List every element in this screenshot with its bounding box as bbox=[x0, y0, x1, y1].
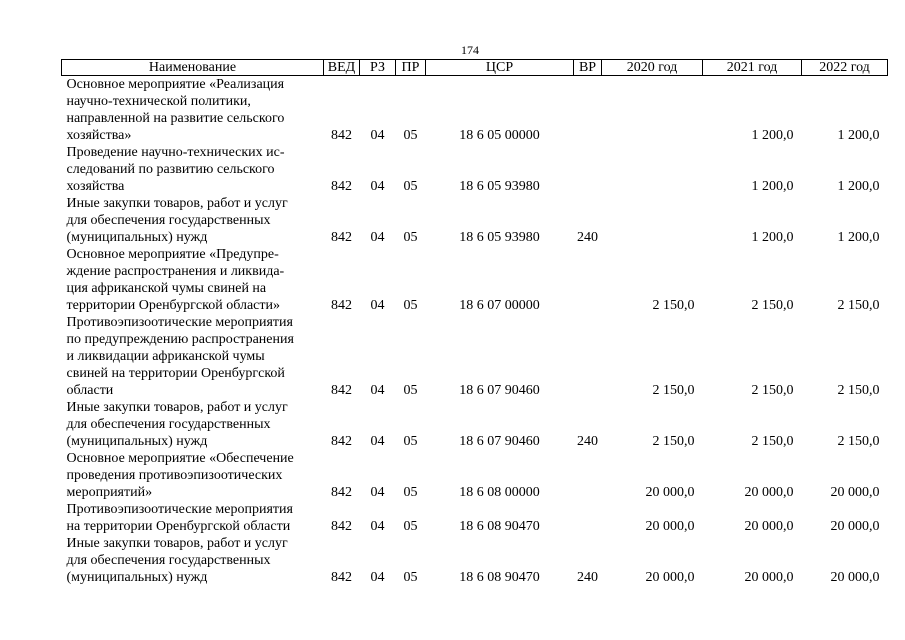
name-line: Противоэпизоотические мероприятия bbox=[66, 502, 293, 517]
cell-ved: 842 bbox=[331, 179, 352, 194]
name-line: Иные закупки товаров, работ и услуг bbox=[66, 400, 288, 415]
cell-csr: 18 6 08 90470 bbox=[459, 519, 540, 534]
name-line: Проведение научно-технических ис- bbox=[66, 145, 285, 160]
table-row bbox=[62, 246, 888, 314]
name-line: хозяйства» bbox=[66, 128, 132, 143]
cell-csr: 18 6 07 00000 bbox=[459, 298, 540, 313]
name-line: хозяйства bbox=[66, 179, 125, 194]
name-line: Основное мероприятие «Обеспечение bbox=[66, 451, 294, 466]
cell-2020: 2 150,0 bbox=[652, 298, 695, 313]
column-header-rz: РЗ bbox=[360, 60, 396, 76]
column-header-csr: ЦСР bbox=[426, 60, 574, 76]
name-line: Иные закупки товаров, работ и услуг bbox=[66, 196, 288, 211]
cell-ved: 842 bbox=[331, 434, 352, 449]
cell-csr: 18 6 05 93980 bbox=[459, 179, 540, 194]
cell-2021: 20 000,0 bbox=[744, 485, 794, 500]
cell-csr: 18 6 08 90470 bbox=[459, 570, 540, 585]
cell-2021: 1 200,0 bbox=[751, 230, 794, 245]
cell-rz: 04 bbox=[370, 128, 385, 143]
cell-pr: 05 bbox=[403, 434, 418, 449]
column-header-pr: ПР bbox=[396, 60, 426, 76]
name-line: и ликвидации африканской чумы bbox=[66, 349, 265, 364]
name-line: для обеспечения государственных bbox=[66, 553, 271, 568]
table-row bbox=[62, 501, 888, 535]
cell-2021: 1 200,0 bbox=[751, 179, 794, 194]
cell-ved: 842 bbox=[331, 128, 352, 143]
name-line: научно-технической политики, bbox=[66, 94, 251, 109]
cell-pr: 05 bbox=[403, 128, 418, 143]
cell-csr: 18 6 07 90460 bbox=[459, 383, 540, 398]
cell-rz: 04 bbox=[370, 383, 385, 398]
table-row bbox=[62, 450, 888, 501]
column-header-ved: ВЕД bbox=[324, 60, 360, 76]
cell-csr: 18 6 05 00000 bbox=[459, 128, 540, 143]
cell-ved: 842 bbox=[331, 230, 352, 245]
name-line: Основное мероприятие «Предупре- bbox=[66, 247, 279, 262]
name-line: ждение распространения и ликвида- bbox=[66, 264, 285, 279]
cell-rz: 04 bbox=[370, 298, 385, 313]
cell-2020: 2 150,0 bbox=[652, 383, 695, 398]
cell-name bbox=[62, 76, 324, 145]
cell-name bbox=[62, 144, 324, 195]
name-line: Основное мероприятие «Реализация bbox=[66, 77, 285, 92]
cell-2022: 2 150,0 bbox=[837, 434, 880, 449]
name-line: свиней на территории Оренбургской bbox=[66, 366, 285, 381]
table-body bbox=[62, 76, 888, 587]
cell-pr: 05 bbox=[403, 383, 418, 398]
cell-vr bbox=[574, 246, 602, 314]
cell-ved: 842 bbox=[331, 485, 352, 500]
table-row bbox=[62, 399, 888, 450]
cell-2020 bbox=[602, 144, 703, 195]
cell-2022: 20 000,0 bbox=[830, 519, 880, 534]
cell-2020: 20 000,0 bbox=[645, 570, 695, 585]
cell-rz: 04 bbox=[370, 519, 385, 534]
cell-name bbox=[62, 314, 324, 399]
cell-pr: 05 bbox=[403, 230, 418, 245]
cell-vr bbox=[574, 314, 602, 399]
page-number: 174 bbox=[461, 43, 479, 57]
cell-name bbox=[62, 246, 324, 314]
cell-pr: 05 bbox=[403, 298, 418, 313]
table-header-row bbox=[62, 60, 888, 76]
cell-2022: 1 200,0 bbox=[837, 230, 880, 245]
cell-2021: 1 200,0 bbox=[751, 128, 794, 143]
cell-2022: 2 150,0 bbox=[837, 298, 880, 313]
cell-2022: 2 150,0 bbox=[837, 383, 880, 398]
column-header-2021: 2021 год bbox=[703, 60, 802, 76]
cell-2021: 2 150,0 bbox=[751, 383, 794, 398]
cell-vr: 240 bbox=[577, 230, 598, 245]
name-line: мероприятий» bbox=[66, 485, 153, 500]
cell-name bbox=[62, 535, 324, 586]
cell-name bbox=[62, 399, 324, 450]
cell-2020 bbox=[602, 195, 703, 246]
name-line: на территории Оренбургской области bbox=[66, 519, 291, 534]
name-line: следований по развитию сельского bbox=[66, 162, 275, 177]
column-header-name: Наименование bbox=[62, 60, 324, 76]
table-row bbox=[62, 76, 888, 145]
cell-pr: 05 bbox=[403, 519, 418, 534]
cell-vr bbox=[574, 450, 602, 501]
cell-2022: 1 200,0 bbox=[837, 179, 880, 194]
cell-rz: 04 bbox=[370, 570, 385, 585]
cell-pr: 05 bbox=[403, 485, 418, 500]
cell-2020 bbox=[602, 76, 703, 145]
name-line: Иные закупки товаров, работ и услуг bbox=[66, 536, 288, 551]
cell-rz: 04 bbox=[370, 179, 385, 194]
table-row bbox=[62, 535, 888, 586]
name-line: области bbox=[66, 383, 114, 398]
name-line: проведения противоэпизоотических bbox=[66, 468, 283, 483]
table-row bbox=[62, 314, 888, 399]
cell-2021: 20 000,0 bbox=[744, 519, 794, 534]
name-line: территории Оренбургской области» bbox=[66, 298, 280, 313]
cell-vr bbox=[574, 501, 602, 535]
cell-2021: 20 000,0 bbox=[744, 570, 794, 585]
cell-vr bbox=[574, 144, 602, 195]
name-line: ция африканской чумы свиней на bbox=[66, 281, 267, 296]
name-line: (муниципальных) нужд bbox=[66, 230, 208, 245]
name-line: по предупреждению распространения bbox=[66, 332, 294, 347]
cell-2022: 20 000,0 bbox=[830, 570, 880, 585]
cell-2022: 20 000,0 bbox=[830, 485, 880, 500]
cell-ved: 842 bbox=[331, 519, 352, 534]
cell-vr: 240 bbox=[577, 570, 598, 585]
name-line: (муниципальных) нужд bbox=[66, 434, 208, 449]
cell-rz: 04 bbox=[370, 230, 385, 245]
column-header-2022: 2022 год bbox=[802, 60, 888, 76]
cell-ved: 842 bbox=[331, 383, 352, 398]
column-header-2020: 2020 год bbox=[602, 60, 703, 76]
name-line: (муниципальных) нужд bbox=[66, 570, 208, 585]
cell-pr: 05 bbox=[403, 179, 418, 194]
cell-csr: 18 6 05 93980 bbox=[459, 230, 540, 245]
cell-2020: 20 000,0 bbox=[645, 519, 695, 534]
cell-ved: 842 bbox=[331, 570, 352, 585]
cell-rz: 04 bbox=[370, 434, 385, 449]
name-line: для обеспечения государственных bbox=[66, 417, 271, 432]
cell-name bbox=[62, 195, 324, 246]
cell-name bbox=[62, 450, 324, 501]
cell-pr: 05 bbox=[403, 570, 418, 585]
cell-name bbox=[62, 501, 324, 535]
name-line: Противоэпизоотические мероприятия bbox=[66, 315, 293, 330]
cell-2021: 2 150,0 bbox=[751, 434, 794, 449]
cell-vr: 240 bbox=[577, 434, 598, 449]
cell-2020: 2 150,0 bbox=[652, 434, 695, 449]
cell-2022: 1 200,0 bbox=[837, 128, 880, 143]
cell-csr: 18 6 07 90460 bbox=[459, 434, 540, 449]
column-header-vr: ВР bbox=[574, 60, 602, 76]
table-row bbox=[62, 195, 888, 246]
cell-csr: 18 6 08 00000 bbox=[459, 485, 540, 500]
budget-table bbox=[61, 59, 888, 586]
cell-ved: 842 bbox=[331, 298, 352, 313]
cell-2020: 20 000,0 bbox=[645, 485, 695, 500]
cell-rz: 04 bbox=[370, 485, 385, 500]
cell-vr bbox=[574, 76, 602, 145]
table-row bbox=[62, 144, 888, 195]
name-line: для обеспечения государственных bbox=[66, 213, 271, 228]
cell-2021: 2 150,0 bbox=[751, 298, 794, 313]
name-line: направленной на развитие сельского bbox=[66, 111, 285, 126]
